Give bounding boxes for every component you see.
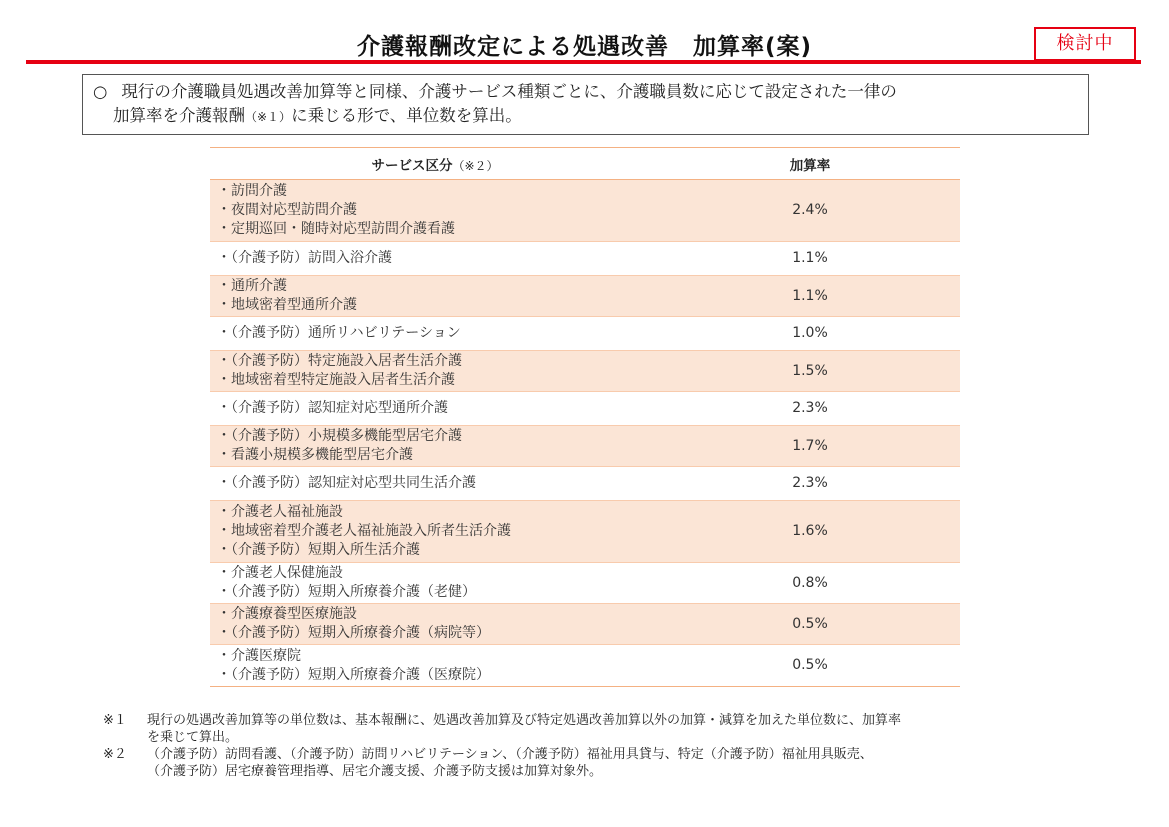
service-name: ・地域密着型通所介護 — [217, 297, 357, 313]
rate-value: 2.4% — [660, 180, 960, 242]
header-note-ref: （※２） — [452, 158, 499, 173]
service-cell — [210, 467, 660, 501]
service-cell — [210, 351, 660, 392]
service-cell — [210, 501, 660, 563]
table-row — [210, 467, 960, 501]
service-name: ・介護療養型医療施設 — [217, 606, 357, 622]
service-cell — [210, 604, 660, 645]
service-name: ・定期巡回・随時対応型訪問介護看護 — [217, 221, 455, 237]
rate-table-body — [210, 180, 960, 687]
circle-bullet-icon: ○ — [93, 82, 108, 101]
service-name: ・（介護予防）特定施設入居者生活介護 — [217, 353, 462, 369]
service-cell — [210, 180, 660, 242]
rate-value: 1.5% — [660, 351, 960, 392]
intro-text-2b: に乗じる形で、単位数を算出。 — [291, 106, 522, 125]
service-name: ・介護老人福祉施設 — [217, 504, 343, 520]
rate-value: 1.0% — [660, 317, 960, 351]
header-rate: 加算率 — [660, 148, 960, 180]
service-name: ・（介護予防）認知症対応型通所介護 — [217, 400, 448, 416]
service-name: ・介護医療院 — [217, 647, 301, 664]
table-row — [210, 351, 960, 392]
table-row — [210, 242, 960, 276]
footnote-text: （介護予防）訪問看護、（介護予防）訪問リハビリテーション、（介護予防）福祉用具貸与、特定（介護予防）福祉用具販売、 （介護予防）居宅療養管理指導、居宅介護支援、介護予防支援は加算対象外。 — [147, 747, 873, 779]
service-cell — [210, 317, 660, 351]
intro-note-ref: （※１） — [245, 110, 292, 124]
rate-value: 0.5% — [660, 604, 960, 645]
table-row — [210, 563, 960, 604]
intro-box — [82, 74, 1089, 135]
service-cell — [210, 392, 660, 426]
intro-line-2 — [93, 104, 1078, 129]
table-row — [210, 276, 960, 317]
service-name: ・（介護予防）通所リハビリテーション — [217, 325, 461, 341]
service-name: ・介護老人保健施設 — [217, 565, 343, 581]
rate-table — [210, 147, 960, 687]
service-name: ・地域密着型特定施設入居者生活介護 — [217, 372, 455, 388]
rate-value: 1.1% — [660, 242, 960, 276]
intro-line-1 — [93, 80, 1078, 104]
table-row — [210, 392, 960, 426]
rate-value: 1.1% — [660, 276, 960, 317]
service-name: ・（介護予防）短期入所療養介護（病院等） — [217, 625, 490, 641]
title-underline — [26, 60, 1141, 64]
rate-value: 2.3% — [660, 467, 960, 501]
service-cell — [210, 242, 660, 276]
footnote-key: ※２ — [103, 747, 127, 762]
service-name: ・夜間対応型訪問介護 — [217, 202, 357, 218]
rate-value: 0.8% — [660, 563, 960, 604]
service-name: ・通所介護 — [217, 278, 287, 294]
header-service-category: サービス区分（※２） — [210, 148, 660, 180]
service-name: ・（介護予防）短期入所生活介護 — [217, 542, 420, 558]
footnote-key: ※１ — [103, 713, 127, 728]
table-row — [210, 180, 960, 242]
table-header-row — [210, 148, 960, 180]
service-cell — [210, 645, 660, 687]
status-badge: 検討中 — [1034, 27, 1136, 61]
service-name: ・（介護予防）訪問入浴介護 — [217, 250, 392, 266]
table-row — [210, 604, 960, 645]
rate-value: 0.5% — [660, 645, 960, 687]
table-row — [210, 317, 960, 351]
service-cell — [210, 276, 660, 317]
service-cell — [210, 563, 660, 604]
footnotes — [103, 712, 1093, 780]
footnote-1 — [103, 712, 1093, 746]
footnote-text: 現行の処遇改善加算等の単位数は、基本報酬に、処遇改善加算及び特定処遇改善加算以外の加算・減算を加えた単位数に、加算率 を乗じて算出。 — [147, 713, 902, 745]
intro-text-1: 現行の介護職員処遇改善加算等と同様、介護サービス種類ごとに、介護職員数に応じて設定された一律の — [121, 82, 897, 101]
rate-value: 2.3% — [660, 392, 960, 426]
intro-text-2a: 加算率を介護報酬 — [113, 106, 245, 125]
service-name: ・地域密着型介護老人福祉施設入所者生活介護 — [217, 523, 511, 539]
table-row — [210, 645, 960, 687]
table-row — [210, 426, 960, 467]
rate-value: 1.6% — [660, 501, 960, 563]
page-title: 介護報酬改定による処遇改善 加算率(案) — [356, 34, 813, 60]
rate-value: 1.7% — [660, 426, 960, 467]
table-row — [210, 501, 960, 563]
service-name: ・（介護予防）短期入所療養介護（老健） — [217, 584, 476, 600]
service-name: ・（介護予防）認知症対応型共同生活介護 — [217, 475, 476, 491]
footnote-2 — [103, 746, 1093, 780]
service-name: ・（介護予防）小規模多機能型居宅介護 — [217, 428, 462, 444]
service-name: ・看護小規模多機能型居宅介護 — [217, 447, 413, 463]
service-name: ・訪問介護 — [217, 183, 287, 199]
service-name: ・（介護予防）短期入所療養介護（医療院） — [217, 666, 490, 683]
service-cell — [210, 426, 660, 467]
